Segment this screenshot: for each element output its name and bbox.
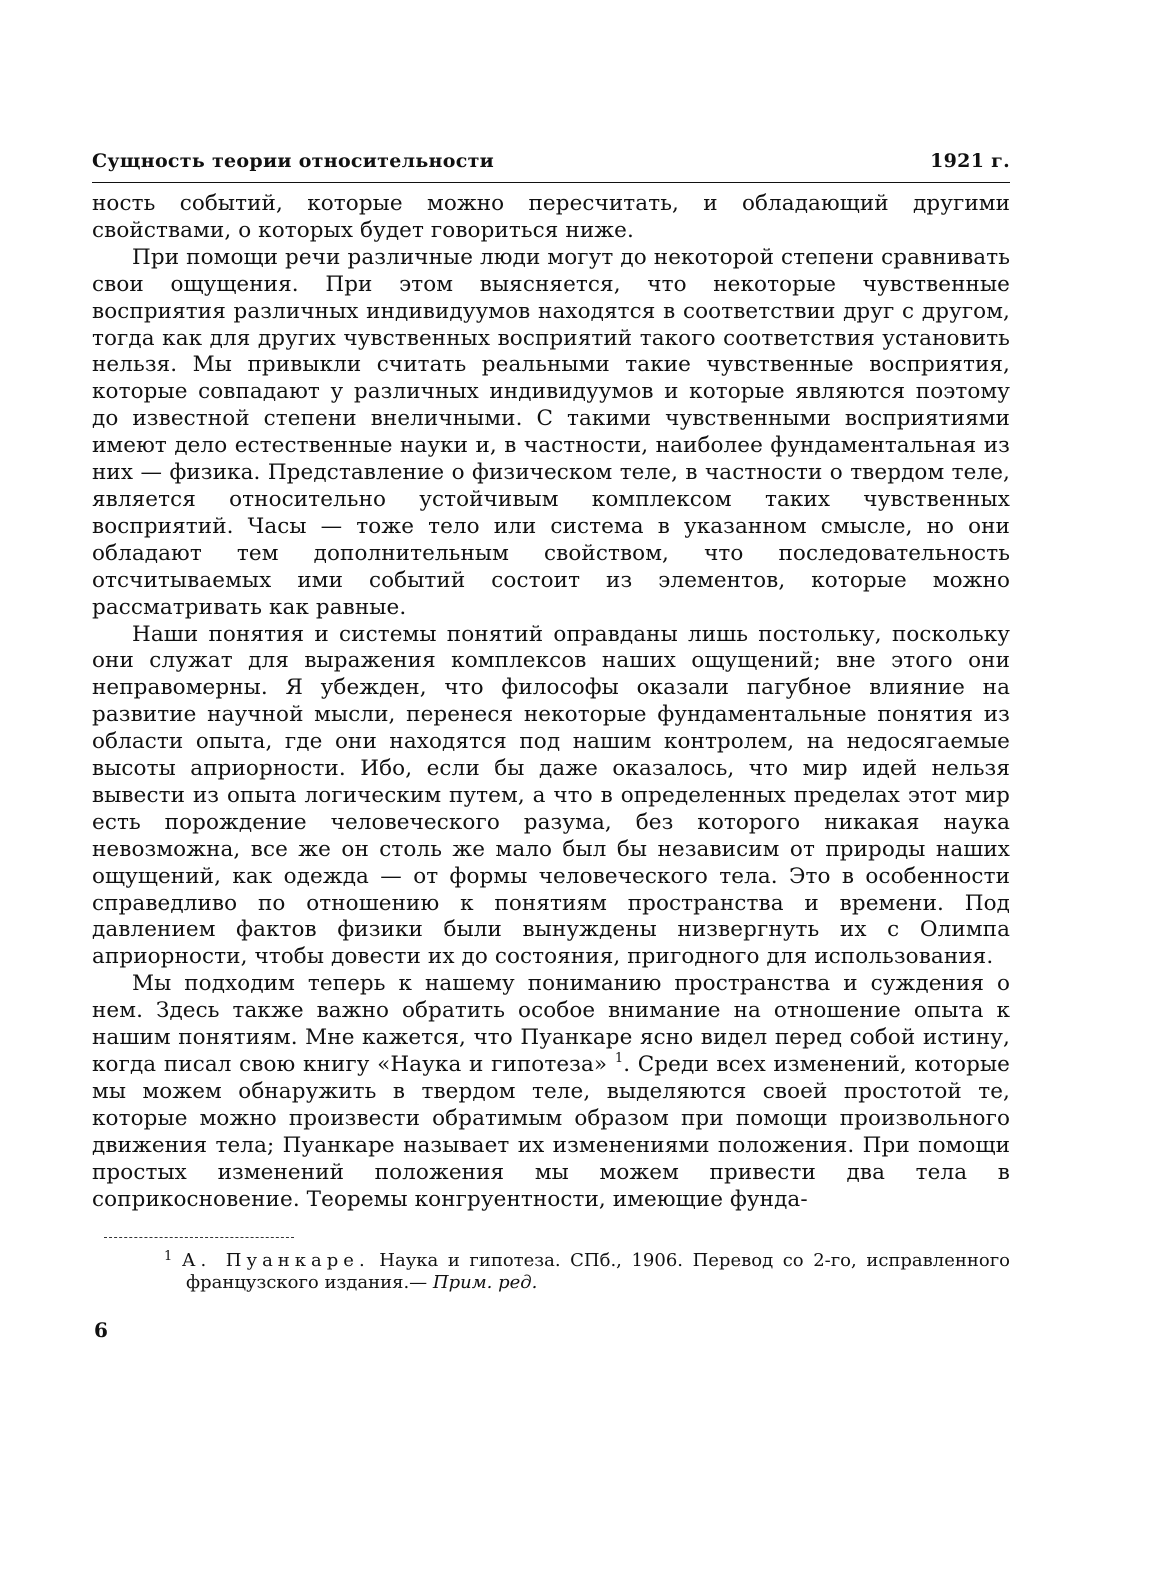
footnote-ref[interactable]: 1 [614, 1051, 624, 1066]
running-year: 1921 г. [930, 150, 1010, 172]
paragraph-2: При помощи речи различные люди могут до некоторой степени сравнивать свои ощущения. При этом выясняется, что некоторые чувственные восприятия различных индивидуумов находятся в соответствии друг с другом, тогда как для других чувственных восприятий такого соответствия установить нельзя. Мы привыкли считать реальными такие чувственные восприятия, которые совпадают у различных индивидуумов и которые являются поэтому до известной степени внеличными. С такими чувственными восприятиями имеют дело естественные науки и, в частности, наиболее фундаментальная из них — физика. Представление о физическом теле, в частности о твердом теле, является относительно устойчивым комплексом таких чувственных восприятий. Часы — тоже тело или система в указанном смысле, но они обладают тем дополнительным свойством, что последовательность отсчитываемых ими событий состоит из элементов, которые можно рассматривать как равные. [92, 244, 1010, 620]
paragraph-4 [92, 971, 1010, 1213]
body-text [92, 191, 1010, 1213]
footnote-text: Наука и гипотеза. СПб., 1906. Перевод со 2-го, исправленного французского издания.— [186, 1250, 1010, 1294]
paragraph-3: Наши понятия и системы понятий оправданы лишь постольку, поскольку они служат для выражения комплексов наших ощущений; вне этого они неправомерны. Я убежден, что философы оказали пагубное влияние на развитие научной мысли, перенеся некоторые фундаментальные понятия из области опыта, где они находятся под нашим контролем, на недосягаемые высоты априорности. Ибо, если бы даже оказалось, что мир идей нельзя вывести из опыта логическим путем, а что в определенных пределах этот мир есть порождение человеческого разума, без которого никакая наука невозможна, все же он столь же мало был бы независим от природы наших ощущений, как одежда — от формы человеческого тела. Это в особенности справедливо по отношению к понятиям пространства и времени. Под давлением фактов физики были вынуждены низвергнуть их с Олимпа априорности, чтобы довести их до состояния, пригодного для использования. [92, 621, 1010, 970]
running-title: Сущность теории относительности [92, 150, 495, 172]
paragraph-4-after: . Среди всех изменений, которые мы можем обнаружить в твердом теле, выделяются своей простотой те, которые можно произвести обратимым образом при помощи произвольного движения тела; Пуанкаре называет их изменениями положения. При помощи простых изменений положения мы можем привести два тела в соприкосновение. Теоремы конгруентности, имеющие фунда- [92, 1052, 1010, 1212]
footnote-marker: 1 [164, 1249, 173, 1265]
paragraph-4-before: Мы подходим теперь к нашему пониманию пространства и суждения о нем. Здесь также важно обратить особое внимание на отношение опыта к нашим понятиям. Мне кажется, что Пуанкаре ясно видел перед собой истину, когда писал свою книгу «Наука и гипотеза» [92, 971, 1010, 1077]
footnote [114, 1250, 1010, 1294]
footnote-author: А. Пуанкаре. [181, 1250, 370, 1272]
footnote-divider [104, 1237, 294, 1238]
page-number: 6 [94, 1318, 108, 1343]
paragraph-1: ность событий, которые можно пересчитать, и обладающий другими свойствами, о которых будет говориться ниже. [92, 191, 1010, 243]
running-header [92, 150, 1010, 183]
document-page [92, 150, 1010, 1342]
footnote-editor-note: Прим. ред. [432, 1272, 538, 1294]
